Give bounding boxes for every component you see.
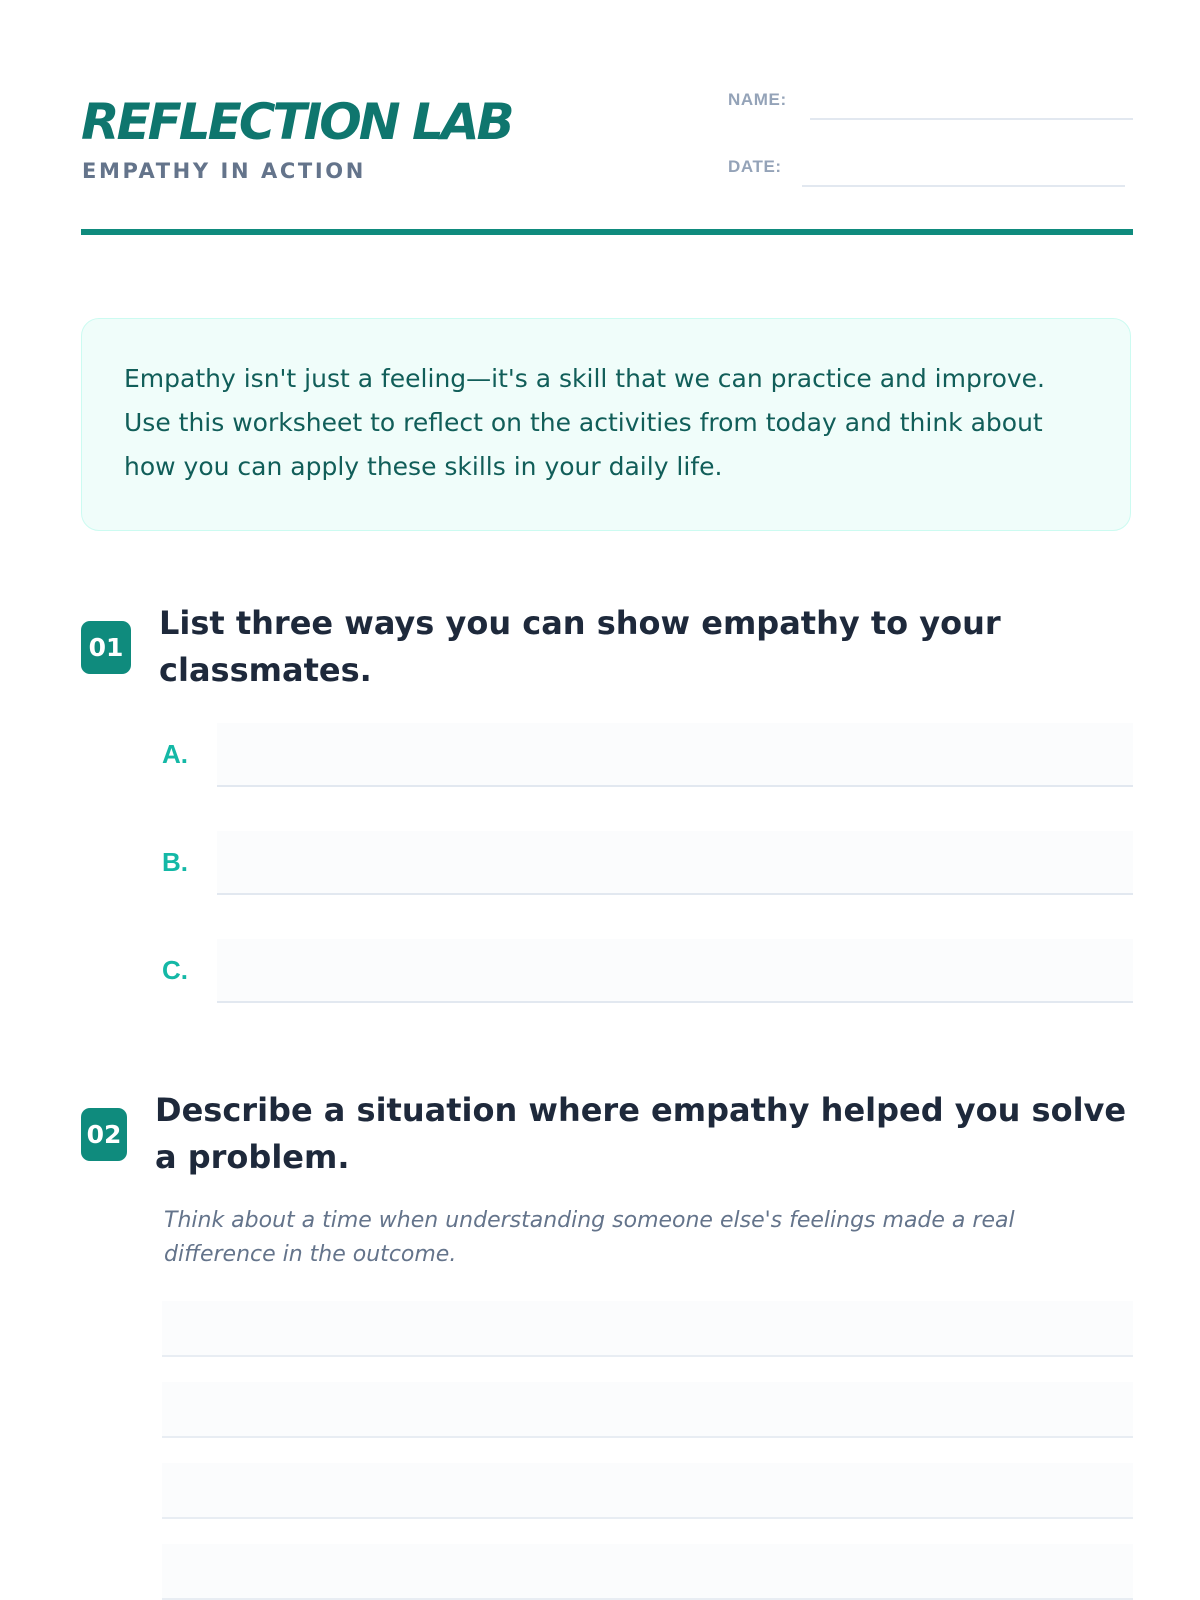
intro-text: Empathy isn't just a feeling—it's a skill that we can practice and improve. Use this worksheet to reflect on the activities from today and think about how you can apply these skills in your daily life. [124, 364, 1045, 481]
question-text: Describe a situation where empathy helped you solve a problem. [155, 1091, 1127, 1176]
answer-field-a[interactable] [217, 723, 1133, 787]
answer-letter: C. [162, 955, 188, 985]
name-label: NAME: [728, 90, 787, 109]
worksheet-subtitle: EMPATHY IN ACTION [82, 159, 366, 183]
worksheet-title: REFLECTION LAB [81, 93, 512, 151]
worksheet-header [81, 86, 1133, 236]
question-hint: Think about a time when understanding someone else's feelings made a real difference in the outcome. [164, 1208, 1015, 1267]
question-number-badge: 02 [81, 1108, 127, 1161]
question-number-badge: 01 [81, 621, 131, 674]
date-field[interactable] [802, 185, 1125, 187]
question-text: List three ways you can show empathy to your classmates. [159, 604, 1001, 689]
answer-letter: A. [162, 739, 188, 769]
answer-field-b[interactable] [217, 831, 1133, 895]
answer-letter: B. [162, 847, 188, 877]
date-row [728, 153, 1133, 183]
worksheet-page [81, 0, 1133, 1600]
name-field[interactable] [810, 118, 1133, 120]
writing-line[interactable] [162, 1301, 1133, 1357]
header-divider [81, 229, 1133, 235]
date-label: DATE: [728, 157, 782, 176]
writing-line[interactable] [162, 1382, 1133, 1438]
name-row [728, 86, 1133, 116]
intro-callout [81, 318, 1131, 531]
writing-line[interactable] [162, 1463, 1133, 1519]
writing-line[interactable] [162, 1544, 1133, 1600]
answer-field-c[interactable] [217, 939, 1133, 1003]
